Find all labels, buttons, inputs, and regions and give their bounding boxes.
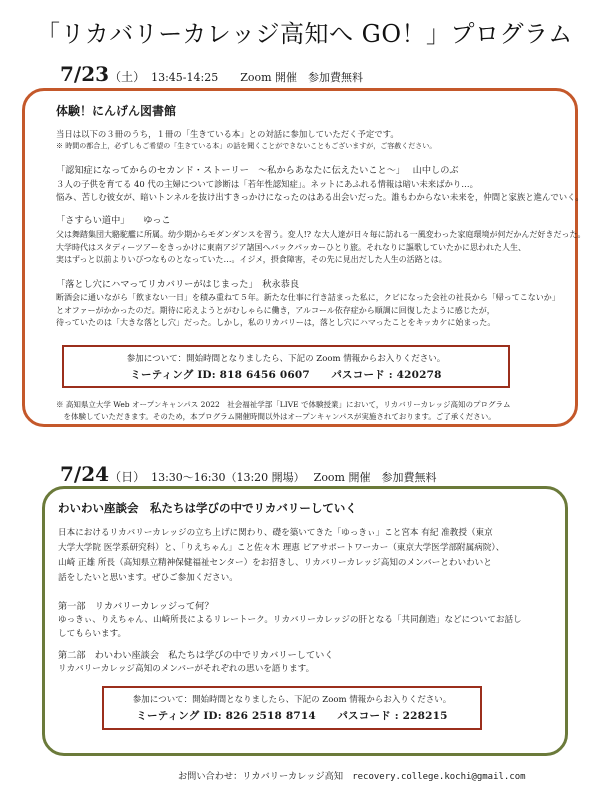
part1-text: ゆっきぃ、りえちゃん、山崎所長によるリレートーク。リカバリーカレッジの肝となる「共同創造」などについてお話し してもらいます。 (58, 615, 522, 639)
session2-zoom-instructions: 参加について：開始時間となりましたら、下記の Zoom 情報からお入りください。 (132, 695, 452, 705)
contact-label: お問い合わせ：リカバリーカレッジ高知 (178, 771, 353, 782)
session2-details: 13:30～16:30（13:20 開場） Zoom 開催 参加費無料 (151, 471, 437, 484)
session1-zoom-credentials: ミーティング ID: 818 6456 0607 パスコード : 420278 (130, 369, 442, 381)
session2-date-line (60, 462, 437, 486)
session2-weekday: （日） (109, 470, 146, 484)
session1-zoom-info (62, 345, 510, 388)
book2-title: 「さすらい道中」 ゆっこ (56, 215, 171, 226)
session1-intro: 当日は以下の３冊のうち，１冊の「生きている本」との対話に参加していただく予定です。 (56, 129, 399, 139)
session1-weekday: （土） (109, 70, 146, 84)
book1-title: 「認知症になってからのセカンド・ストーリー ～私からあなたに伝えたいこと～」 山中しのぶ (56, 165, 459, 176)
book3-text: 断酒会に通いながら「飲まない一日」を積み重ねて５年。新たな仕事に行き詰まった私に，クビになった会社の社長から「帰ってこないか」 とオファーがかかったのだ。期待に応えようとがむしゃらに働き，アルコール依存症から順調に回復したように感じたが， 待っていたのは「大きな落とし穴」だった。しかし，私のリカバリーは，落とし穴にハマったことをキッカケに始まった。 (56, 293, 560, 328)
part1-title: 第一部 リカバリーカレッジって何？ (58, 601, 214, 612)
session1-details: 13:45-14:25 Zoom 開催 参加費無料 (151, 71, 364, 84)
contact-email[interactable]: recovery.college.kochi@gmail.com (352, 772, 526, 782)
contact-line (178, 768, 526, 782)
book1-text: ３人の子供を育てる 40 代の主婦について診断は「若年性認知症」。ネットにあふれる情報は暗い未来ばかり…。 悩み、苦しむ彼女が、暗いトンネルを抜け出すきっかけになったのはある出会いだった。誰もわからない未来を，仲間と家族と進んでいく。 (56, 179, 584, 202)
book2-text: 父は舞踏集団大駱駝艦に所属。幼少期からモダンダンスを習う。変人!? な大人達が日々毎に訪れる一風変わった家庭環境が何だかんだ好きだった。 大学時代はスタディーツアーをきっかけに東南アジア諸国へバックパッカーひとり旅。それなりに謳歌していたかに思われた人生、 実はずっと以前よりいびつなものとなっていた…。イジメ，摂食障害，その先に見出だした人生の活路とは。 (56, 230, 586, 265)
session1-date: 7/23 (60, 62, 110, 86)
part2-title: 第二部 わいわい座談会 私たちは学びの中でリカバリーしていく (58, 650, 334, 661)
session2-zoom-info (102, 686, 482, 730)
session2-heading: わいわい座談会 私たちは学びの中でリカバリーしていく (58, 501, 357, 515)
session1-intro-note: ※ 時間の都合上，必ずしもご希望の「生きている本」の話を聞くことができないこともございますが，ご容赦ください。 (56, 142, 437, 150)
session1-footnote: ※ 高知県立大学 Web オープンキャンパス 2022 社会福祉学部「LIVE で体験授業」において，リカバリーカレッジ高知のプログラム を体験していただきます。そのため，本プログラム開催時間以外はオープンキャンパスが実施されております。ご了承ください。 (56, 400, 511, 421)
session2-zoom-credentials: ミーティング ID: 826 2518 8714 パスコード : 228215 (136, 710, 448, 722)
session1-date-line (60, 62, 363, 86)
page-title: 「リカバリーカレッジ高知へ GO！」プログラム (36, 20, 573, 48)
session1-zoom-instructions: 参加について：開始時間となりましたら、下記の Zoom 情報からお入りください。 (126, 354, 446, 364)
session2-date: 7/24 (60, 462, 110, 486)
book3-title: 「落とし穴にハマってリカバリーがはじまった」 秋永恭良 (56, 279, 300, 290)
part2-text: リカバリーカレッジ高知のメンバーがそれぞれの思いを語ります。 (58, 664, 315, 674)
session1-heading: 体験！にんげん図書館 (56, 104, 177, 118)
session2-intro: 日本におけるリカバリーカレッジの立ち上げに関わり、礎を築いてきた「ゆっきぃ」こと宮本 有紀 准教授（東京 大学大学院 医学系研究科）と、「りえちゃん」こと佐々木 理恵 ピアサポートワーカー（東京大学医学部附属病院）、 山崎 正雄 所長（高知県立精神保健福祉センター）をお招きし、リカバリーカレッジ高知のメンバーとわいわいと 話をしたいと思います。ぜひご参加ください。 (58, 528, 505, 583)
